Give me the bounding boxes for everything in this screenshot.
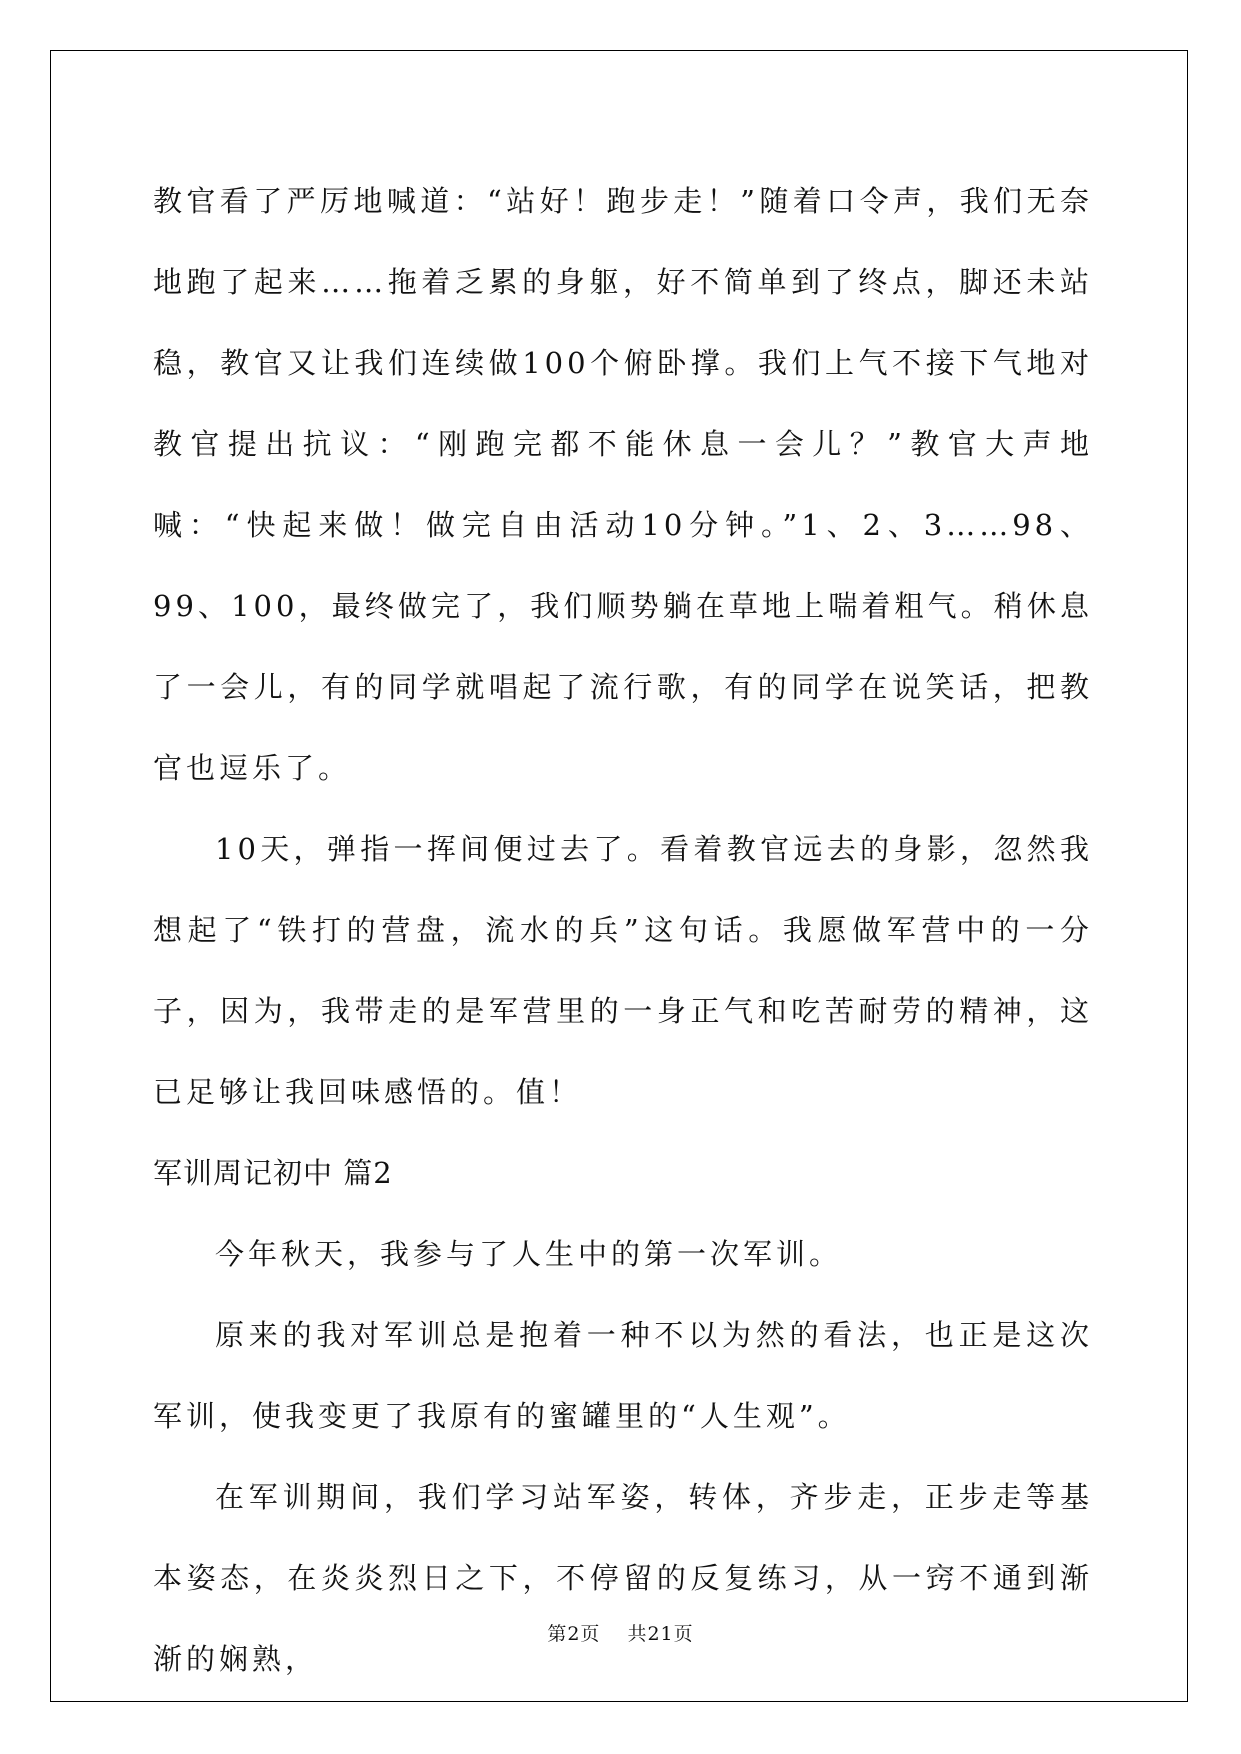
- paragraph-1: 教官看了严厉地喊道：“站好！跑步走！”随着口令声，我们无奈地跑了起来……拖着乏累的身躯，好不简单到了终点，脚还未站稳，教官又让我们连续做100个俯卧撑。我们上气不接下气地对教官提出抗议：“刚跑完都不能休息一会儿？”教官大声地喊：“快起来做！做完自由活动10分钟。”1、2、3……98、99、100，最终做完了，我们顺势躺在草地上喘着粗气。稍休息了一会儿，有的同学就唱起了流行歌，有的同学在说笑话，把教官也逗乐了。: [153, 184, 1093, 785]
- page-number: 第2页: [547, 1623, 601, 1645]
- section-paragraph-2: 原来的我对军训总是抱着一种不以为然的看法，也正是这次军训，使我变更了我原有的蜜罐里的“人生观”。: [153, 1318, 1093, 1433]
- section-heading: 军训周记初中 篇2: [153, 1156, 393, 1190]
- section-paragraph-3: 在军训期间，我们学习站军姿，转体，齐步走，正步走等基本姿态，在炎炎烈日之下，不停留的反复练习，从一窍不通到渐渐的娴熟，: [153, 1480, 1093, 1676]
- section-paragraph-1: 今年秋天，我参与了人生中的第一次军训。: [215, 1237, 843, 1271]
- document-body: [153, 161, 1093, 1700]
- paragraph-2: 10天，弹指一挥间便过去了。看着教官远去的身影，忽然我想起了“铁打的营盘，流水的兵”这句话。我愿做军营中的一分子，因为，我带走的是军营里的一身正气和吃苦耐劳的精神，这已足够让我回味感悟的。值！: [153, 832, 1093, 1109]
- total-pages: 共21页: [627, 1623, 694, 1645]
- page-footer: [0, 1619, 1241, 1646]
